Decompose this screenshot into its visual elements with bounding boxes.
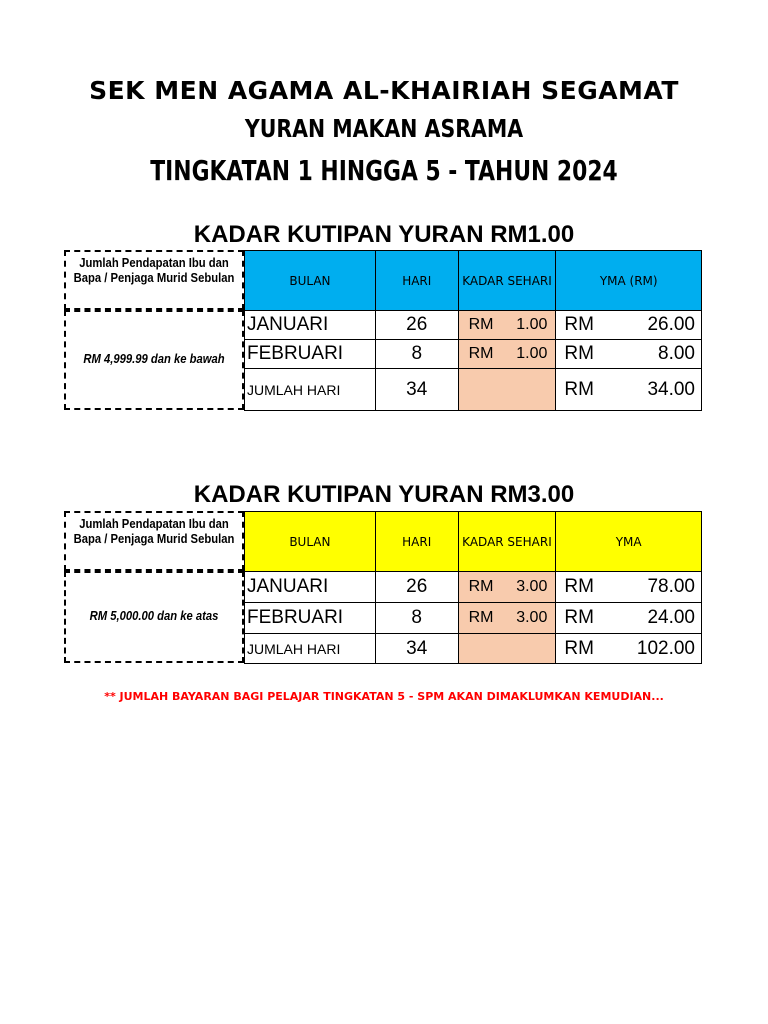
month-cell: JANUARI (245, 572, 376, 603)
footnote: ** JUMLAH BAYARAN BAGI PELAJAR TINGKATAN 5 - SPM AKAN DIMAKLUMKAN KEMUDIAN... (104, 690, 664, 703)
rate-cell (458, 572, 556, 603)
column-header-yma: YMA (RM) (556, 251, 702, 311)
total-amount-value: 34.00 (647, 378, 695, 400)
document-subtitle: YURAN MAKAN ASRAMA (244, 114, 524, 143)
amount-value: 24.00 (647, 607, 695, 628)
column-header-kadar-sehari: KADAR SEHARI (458, 512, 556, 572)
table-row (245, 311, 702, 340)
amount-value: 78.00 (647, 576, 695, 597)
amount-cell (556, 603, 702, 634)
rate-cell (458, 340, 556, 369)
section1-fee-table (244, 250, 702, 411)
section1-category-header: Jumlah Pendapatan Ibu dan Bapa / Penjaga Murid Sebulan (73, 256, 235, 285)
rate-currency: RM (468, 609, 494, 626)
section2-category-value: RM 5,000.00 dan ke atas (89, 609, 219, 623)
section2-title: KADAR KUTIPAN YURAN RM3.00 (193, 481, 575, 508)
rate-currency: RM (468, 316, 494, 333)
column-header-hari: HARI (375, 251, 458, 311)
total-amount-cell (556, 369, 702, 411)
amount-cell (556, 340, 702, 369)
month-cell: FEBRUARI (245, 603, 376, 634)
total-rate-cell (458, 369, 556, 411)
table-row (245, 603, 702, 634)
rate-cell (458, 603, 556, 634)
amount-value: 8.00 (658, 343, 695, 364)
column-header-kadar-sehari: KADAR SEHARI (458, 251, 556, 311)
total-label: JUMLAH HARI (245, 634, 376, 664)
section1-title: KADAR KUTIPAN YURAN RM1.00 (193, 221, 575, 248)
table-row (245, 340, 702, 369)
amount-cell (556, 572, 702, 603)
section1-category-value: RM 4,999.99 dan ke bawah (83, 352, 225, 366)
amount-currency: RM (564, 607, 594, 628)
column-header-bulan: BULAN (245, 512, 376, 572)
amount-currency: RM (564, 637, 594, 659)
amount-value: 26.00 (647, 314, 695, 335)
rate-value: 3.00 (516, 578, 548, 595)
days-cell: 26 (375, 311, 458, 340)
days-cell: 8 (375, 603, 458, 634)
column-header-yma: YMA (556, 512, 702, 572)
amount-currency: RM (564, 314, 594, 335)
rate-value: 1.00 (516, 345, 548, 362)
total-days: 34 (375, 634, 458, 664)
document-year-heading: TINGKATAN 1 HINGGA 5 - TAHUN 2024 (150, 154, 618, 187)
amount-currency: RM (564, 343, 594, 364)
total-amount-cell (556, 634, 702, 664)
rate-currency: RM (468, 345, 494, 362)
section2-category-header: Jumlah Pendapatan Ibu dan Bapa / Penjaga Murid Sebulan (73, 517, 235, 546)
rate-value: 3.00 (516, 609, 548, 626)
section2-fee-table (244, 511, 702, 664)
amount-currency: RM (564, 576, 594, 597)
school-name-heading: SEK MEN AGAMA AL-KHAIRIAH SEGAMAT (89, 76, 679, 105)
month-cell: FEBRUARI (245, 340, 376, 369)
total-days: 34 (375, 369, 458, 411)
rate-cell (458, 311, 556, 340)
table-row (245, 572, 702, 603)
amount-currency: RM (564, 378, 594, 400)
column-header-hari: HARI (375, 512, 458, 572)
days-cell: 26 (375, 572, 458, 603)
rate-currency: RM (468, 578, 494, 595)
rate-value: 1.00 (516, 316, 548, 333)
total-row (245, 369, 702, 411)
total-amount-value: 102.00 (636, 637, 695, 659)
month-cell: JANUARI (245, 311, 376, 340)
total-rate-cell (458, 634, 556, 664)
amount-cell (556, 311, 702, 340)
column-header-bulan: BULAN (245, 251, 376, 311)
days-cell: 8 (375, 340, 458, 369)
total-label: JUMLAH HARI (245, 369, 376, 411)
total-row (245, 634, 702, 664)
